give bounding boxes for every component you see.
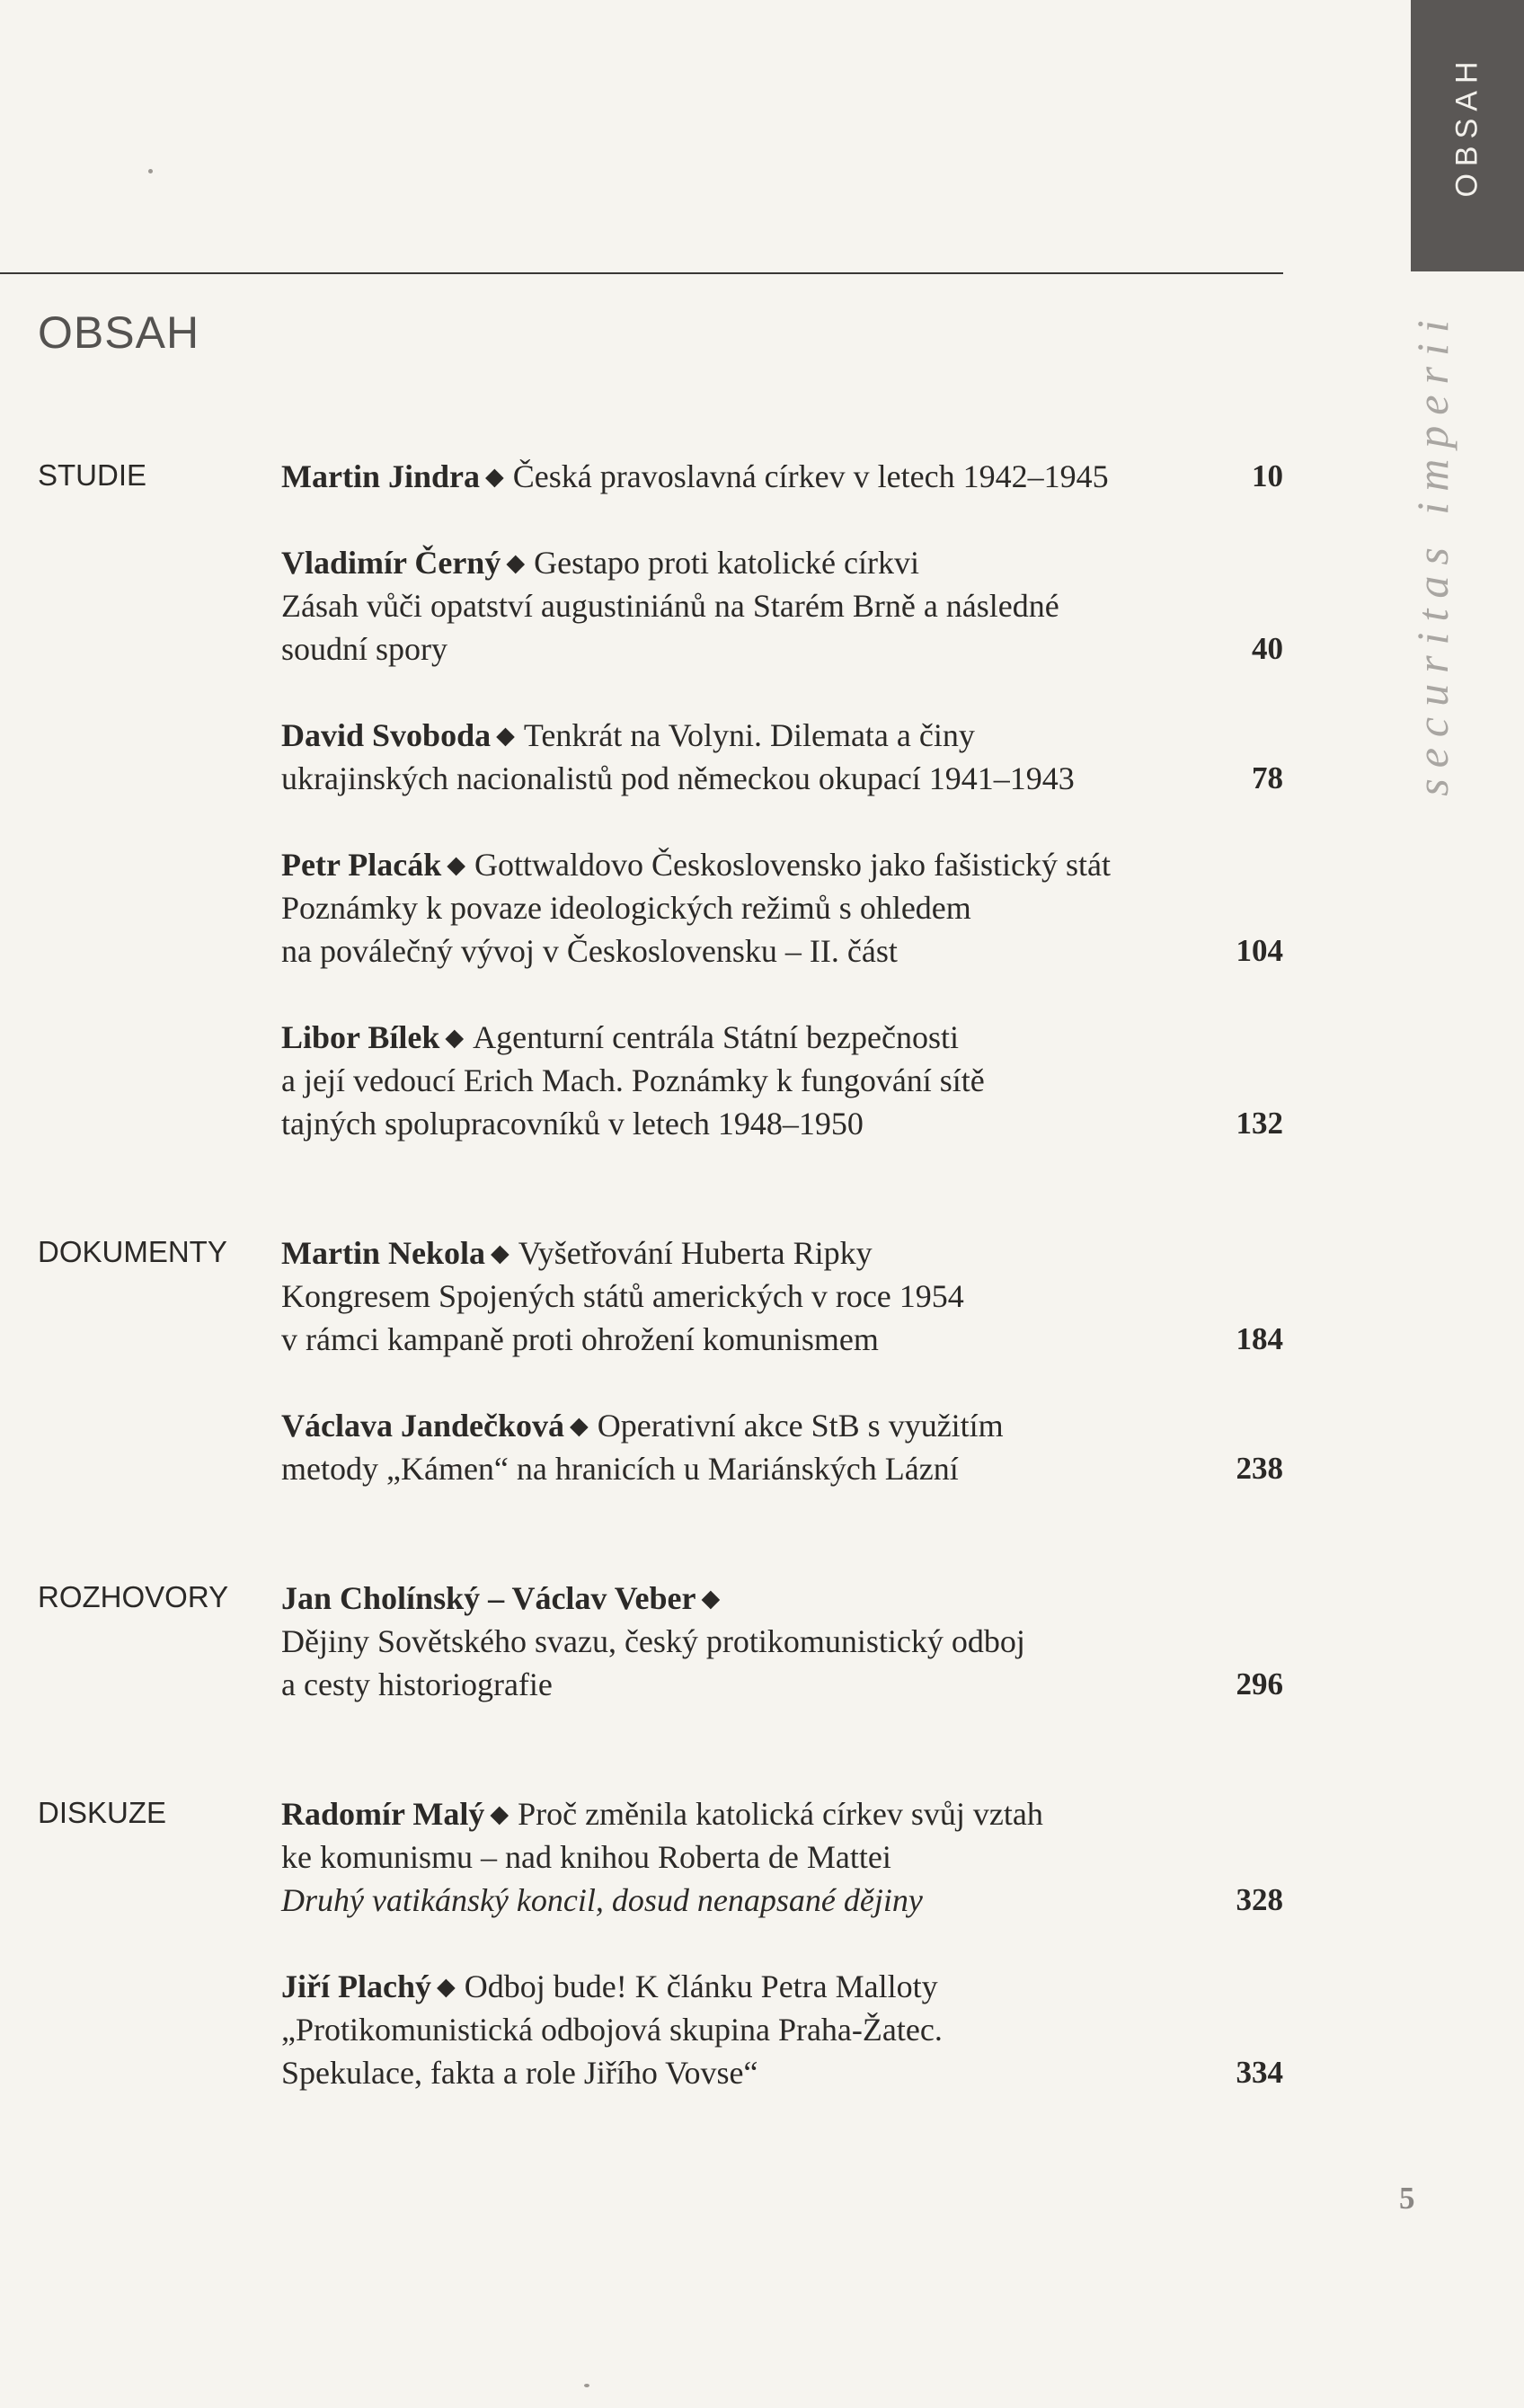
paper-speck bbox=[148, 169, 153, 173]
toc-entry bbox=[281, 1965, 1283, 2094]
entry-subtitle-line: tajných spolupracovníků v letech 1948–1950 bbox=[281, 1106, 864, 1142]
toc-entry bbox=[281, 714, 1283, 800]
entry-author: Jiří Plachý bbox=[281, 1968, 431, 2004]
toc-entry bbox=[281, 1231, 1283, 1361]
entry-author: David Svoboda bbox=[281, 717, 492, 753]
diamond-separator-icon: ◆ bbox=[490, 1240, 509, 1266]
diamond-separator-icon: ◆ bbox=[485, 463, 504, 490]
entry-subtitle-line: Dějiny Sovětského svazu, český protikomunistický odboj bbox=[281, 1623, 1025, 1659]
entry-subtitle-line: soudní spory bbox=[281, 631, 448, 667]
entry-page-number: 334 bbox=[1236, 2055, 1283, 2090]
entry-subtitle-line: ukrajinských nacionalistů pod německou okupací 1941–1943 bbox=[281, 760, 1075, 796]
entry-subtitle-line: na poválečný vývoj v Československu – II. část bbox=[281, 933, 898, 969]
entry-page-number: 104 bbox=[1236, 933, 1283, 968]
entry-title: Proč změnila katolická církev svůj vztah bbox=[518, 1796, 1043, 1832]
entry-subtitle-line: a cesty historiografie bbox=[281, 1666, 553, 1702]
toc-entry bbox=[281, 1404, 1283, 1490]
entry-subtitle-line: metody „Kámen“ na hranicích u Mariánských Lázní bbox=[281, 1451, 959, 1487]
entry-page-number: 296 bbox=[1236, 1666, 1283, 1702]
entry-subtitle-line: Poznámky k povaze ideologických režimů s ohledem bbox=[281, 890, 971, 926]
entry-author: Martin Jindra bbox=[281, 458, 480, 494]
toc-entry bbox=[281, 843, 1283, 973]
entry-title: Tenkrát na Volyni. Dilemata a činy bbox=[523, 717, 975, 753]
entry-title: Vyšetřování Huberta Ripky bbox=[518, 1235, 873, 1271]
section-tab-label: OBSAH bbox=[1449, 54, 1484, 198]
diamond-separator-icon: ◆ bbox=[490, 1800, 509, 1827]
entry-author: Václava Jandečková bbox=[281, 1408, 564, 1444]
page-folio-number: 5 bbox=[1399, 2181, 1415, 2216]
entry-title: Agenturní centrála Státní bezpečnosti bbox=[473, 1019, 959, 1055]
diamond-separator-icon: ◆ bbox=[436, 1973, 456, 2000]
diamond-separator-icon: ◆ bbox=[447, 851, 466, 878]
diamond-separator-icon: ◆ bbox=[445, 1024, 465, 1051]
entry-author: Radomír Malý bbox=[281, 1796, 485, 1832]
entry-title: Česká pravoslavná církev v letech 1942–1945 bbox=[512, 458, 1109, 494]
entry-page-number: 328 bbox=[1236, 1882, 1283, 1917]
section-label-studie: STUDIE bbox=[38, 458, 147, 492]
toc-entry bbox=[281, 1792, 1283, 1922]
entry-author: Martin Nekola bbox=[281, 1235, 485, 1271]
page-title: OBSAH bbox=[38, 307, 200, 358]
entry-author: Vladimír Černý bbox=[281, 545, 501, 581]
entry-subtitle-line: a její vedoucí Erich Mach. Poznámky k fungování sítě bbox=[281, 1062, 985, 1098]
side-motto: securitas imperii bbox=[1407, 309, 1458, 796]
entry-title: Gottwaldovo Československo jako fašistický stát bbox=[474, 847, 1111, 883]
entry-subtitle-line: ke komunismu – nad knihou Roberta de Mattei bbox=[281, 1839, 891, 1875]
entry-page-number: 238 bbox=[1236, 1451, 1283, 1486]
entry-page-number: 78 bbox=[1252, 760, 1283, 795]
entry-title: Operativní akce StB s využitím bbox=[597, 1408, 1004, 1444]
toc-entry bbox=[281, 541, 1283, 671]
diamond-separator-icon: ◆ bbox=[701, 1585, 721, 1612]
entry-author: Jan Cholínský – Václav Veber bbox=[281, 1580, 696, 1616]
diamond-separator-icon: ◆ bbox=[496, 722, 515, 749]
toc-entry bbox=[281, 1577, 1283, 1706]
entry-title: Odboj bude! K článku Petra Malloty bbox=[464, 1968, 938, 2004]
entry-subtitle-line: Zásah vůči opatství augustiniánů na Starém Brně a následné bbox=[281, 588, 1059, 624]
entry-page-number: 10 bbox=[1252, 458, 1283, 493]
entry-page-number: 132 bbox=[1236, 1106, 1283, 1141]
diamond-separator-icon: ◆ bbox=[506, 549, 526, 576]
entry-page-number: 40 bbox=[1252, 631, 1283, 666]
entry-subtitle-line: „Protikomunistická odbojová skupina Praha-Žatec. bbox=[281, 2012, 943, 2048]
entry-title: Gestapo proti katolické církvi bbox=[534, 545, 919, 581]
entry-author: Libor Bílek bbox=[281, 1019, 440, 1055]
entry-book-title: Druhý vatikánský koncil, dosud nenapsané dějiny bbox=[281, 1882, 923, 1918]
entry-author: Petr Placák bbox=[281, 847, 442, 883]
section-label-rozhovory: ROZHOVORY bbox=[38, 1580, 229, 1613]
entry-subtitle-line: v rámci kampaně proti ohrožení komunismem bbox=[281, 1321, 879, 1357]
diamond-separator-icon: ◆ bbox=[570, 1412, 589, 1439]
section-label-diskuze: DISKUZE bbox=[38, 1796, 167, 1829]
toc-entry bbox=[281, 455, 1283, 498]
entry-subtitle-line: Kongresem Spojených států amerických v roce 1954 bbox=[281, 1278, 964, 1314]
section-label-dokumenty: DOKUMENTY bbox=[38, 1235, 227, 1268]
paper-speck bbox=[584, 2384, 589, 2387]
toc-entry bbox=[281, 1016, 1283, 1145]
entry-page-number: 184 bbox=[1236, 1321, 1283, 1356]
header-rule bbox=[0, 272, 1283, 274]
entry-subtitle-line: Spekulace, fakta a role Jiřího Vovse“ bbox=[281, 2055, 758, 2091]
